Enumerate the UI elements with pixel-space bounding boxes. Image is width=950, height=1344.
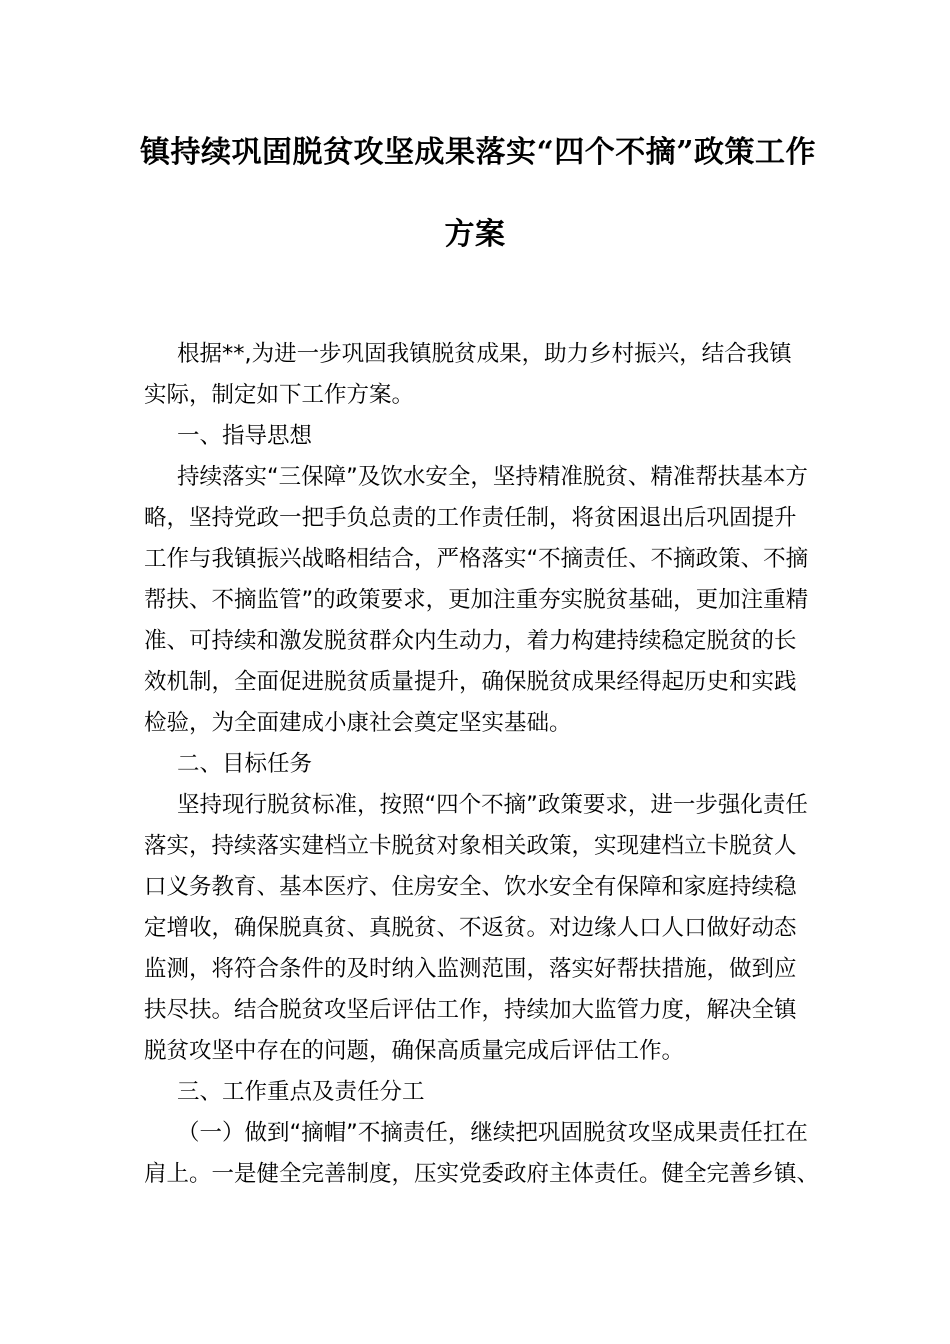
- paragraph-line: 肩上。一是健全完善制度，压实党委政府主体责任。健全完善乡镇、: [144, 1161, 820, 1187]
- paragraph-line: （一）做到“摘帽”不摘责任，继续把巩固脱贫攻坚成果责任扛在: [177, 1120, 808, 1146]
- paragraph-line: 坚持现行脱贫标准，按照“四个不摘”政策要求，进一步强化责任: [177, 792, 808, 818]
- document-title-line-2: 方案: [444, 217, 506, 252]
- paragraph-line: 检验，为全面建成小康社会奠定坚实基础。: [144, 710, 572, 736]
- paragraph-line: 落实，持续落实建档立卡脱贫对象相关政策，实现建档立卡脱贫人: [144, 833, 797, 859]
- paragraph-line: 口义务教育、基本医疗、住房安全、饮水安全有保障和家庭持续稳: [144, 874, 797, 900]
- paragraph-line: 准、可持续和激发脱贫群众内生动力，着力构建持续稳定脱贫的长: [144, 628, 797, 654]
- paragraph-intro-line: 根据**,为进一步巩固我镇脱贫成果，助力乡村振兴，结合我镇: [177, 341, 792, 367]
- paragraph-intro-line: 实际，制定如下工作方案。: [144, 382, 415, 408]
- paragraph-line: 略，坚持党政一把手负总责的工作责任制，将贫困退出后巩固提升: [144, 505, 797, 531]
- section-heading-guiding-ideology: 一、指导思想: [177, 423, 313, 449]
- paragraph-line: 定增收，确保脱真贫、真脱贫、不返贫。对边缘人口人口做好动态: [144, 915, 797, 941]
- paragraph-line: 工作与我镇振兴战略相结合，严格落实“不摘责任、不摘政策、不摘: [144, 546, 809, 572]
- document-title-line-1: 镇持续巩固脱贫攻坚成果落实“四个不摘”政策工作: [140, 135, 817, 170]
- paragraph-line: 持续落实“三保障”及饮水安全，坚持精准脱贫、精准帮扶基本方: [177, 464, 808, 490]
- paragraph-line: 效机制，全面促进脱贫质量提升，确保脱贫成果经得起历史和实践: [144, 669, 797, 695]
- paragraph-line: 脱贫攻坚中存在的问题，确保高质量完成后评估工作。: [144, 1038, 685, 1064]
- section-heading-key-work: 三、工作重点及责任分工: [177, 1079, 425, 1105]
- paragraph-line: 监测，将符合条件的及时纳入监测范围，落实好帮扶措施，做到应: [144, 956, 797, 982]
- paragraph-line: 帮扶、不摘监管”的政策要求，更加注重夯实脱贫基础，更加注重精: [144, 587, 809, 613]
- paragraph-line: 扶尽扶。结合脱贫攻坚后评估工作，持续加大监管力度，解决全镇: [144, 997, 797, 1023]
- section-heading-goals: 二、目标任务: [177, 751, 313, 777]
